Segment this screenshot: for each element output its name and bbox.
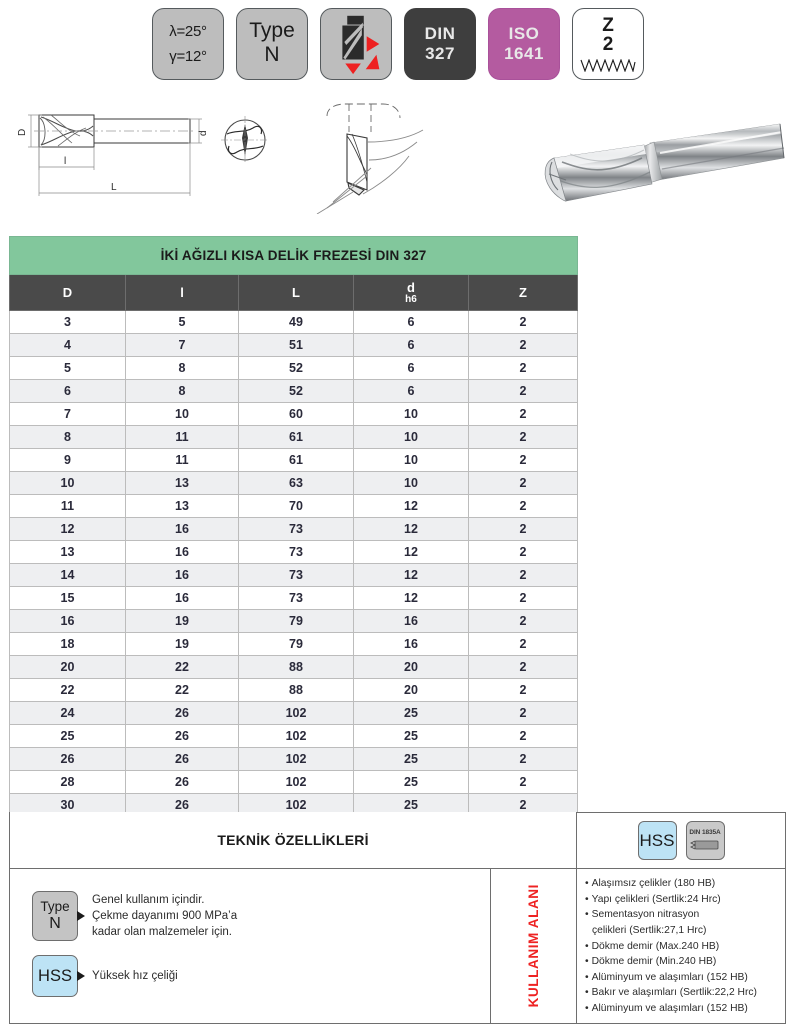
table-cell-d: 12 bbox=[354, 587, 469, 610]
badge-flute-letter: Z bbox=[602, 15, 614, 37]
specification-table bbox=[9, 236, 578, 817]
column-header-Z-main: Z bbox=[519, 285, 527, 300]
table-cell-L: 52 bbox=[239, 380, 354, 403]
tech-specs-body bbox=[9, 869, 577, 1024]
tech-specs-title: TEKNİK ÖZELLİKLERİ bbox=[9, 812, 577, 869]
table-cell-Z: 2 bbox=[469, 334, 578, 357]
table-row bbox=[10, 449, 578, 472]
table-cell-Z: 2 bbox=[469, 794, 578, 817]
legend-type-text-line1: Genel kullanım içindir. bbox=[92, 893, 205, 906]
table-cell-d: 10 bbox=[354, 403, 469, 426]
legend-hss-chip bbox=[32, 955, 78, 997]
table-cell-D: 25 bbox=[10, 725, 126, 748]
badge-iso-number: 1641 bbox=[504, 44, 544, 63]
table-cell-L: 102 bbox=[239, 771, 354, 794]
table-cell-L: 79 bbox=[239, 633, 354, 656]
column-header-L-main: L bbox=[292, 285, 300, 300]
table-cell-Z: 2 bbox=[469, 472, 578, 495]
usage-list-item bbox=[585, 970, 779, 986]
bullet-icon: • bbox=[585, 909, 589, 921]
table-cell-Z: 2 bbox=[469, 518, 578, 541]
usage-list-item-text: Dökme demir (Max.240 HB) bbox=[591, 940, 720, 952]
table-cell-D: 22 bbox=[10, 679, 126, 702]
table-cell-l: 26 bbox=[126, 702, 239, 725]
table-cell-L: 73 bbox=[239, 541, 354, 564]
table-cell-d: 25 bbox=[354, 794, 469, 817]
table-row bbox=[10, 541, 578, 564]
table-cell-l: 8 bbox=[126, 357, 239, 380]
usage-materials-list bbox=[585, 876, 779, 1017]
table-title: İKİ AĞIZLI KISA DELİK FREZESİ DIN 327 bbox=[10, 237, 578, 275]
table-cell-d: 6 bbox=[354, 357, 469, 380]
table-cell-D: 6 bbox=[10, 380, 126, 403]
product-3d-render bbox=[492, 96, 792, 216]
usage-list-item-text: çelikleri (Sertlik:27,1 Hrc) bbox=[592, 924, 707, 936]
spec-badge-row bbox=[152, 8, 644, 80]
table-cell-l: 7 bbox=[126, 334, 239, 357]
table-row bbox=[10, 334, 578, 357]
usage-list-item-text: Alüminyum ve alaşımları (152 HB) bbox=[591, 971, 748, 983]
table-row bbox=[10, 679, 578, 702]
table-cell-d: 20 bbox=[354, 679, 469, 702]
legend-item-type bbox=[32, 891, 237, 941]
table-cell-d: 12 bbox=[354, 564, 469, 587]
badge-flute-count bbox=[572, 8, 644, 80]
table-row bbox=[10, 564, 578, 587]
table-cell-d: 12 bbox=[354, 541, 469, 564]
table-cell-L: 63 bbox=[239, 472, 354, 495]
table-cell-D: 13 bbox=[10, 541, 126, 564]
table-cell-Z: 2 bbox=[469, 610, 578, 633]
table-cell-Z: 2 bbox=[469, 564, 578, 587]
legend-hss-text-line1: Yüksek hız çeliği bbox=[92, 969, 178, 982]
table-row bbox=[10, 702, 578, 725]
table-cell-d: 6 bbox=[354, 311, 469, 334]
table-cell-L: 60 bbox=[239, 403, 354, 426]
usage-list-item-text: Sementasyon nitrasyon bbox=[591, 909, 700, 921]
table-cell-l: 16 bbox=[126, 541, 239, 564]
table-cell-D: 14 bbox=[10, 564, 126, 587]
table-cell-D: 4 bbox=[10, 334, 126, 357]
badge-flute-number: 2 bbox=[602, 34, 614, 56]
label-overall-length: L bbox=[111, 182, 117, 193]
table-row bbox=[10, 472, 578, 495]
table-cell-Z: 2 bbox=[469, 357, 578, 380]
table-cell-l: 22 bbox=[126, 656, 239, 679]
table-row bbox=[10, 426, 578, 449]
table-row bbox=[10, 518, 578, 541]
table-cell-d: 25 bbox=[354, 725, 469, 748]
table-cell-d: 25 bbox=[354, 771, 469, 794]
table-cell-L: 49 bbox=[239, 311, 354, 334]
column-header-l-main: l bbox=[180, 285, 184, 300]
usage-list-item-text: Yapı çelikleri (Sertlik:24 Hrc) bbox=[591, 893, 721, 905]
table-cell-l: 26 bbox=[126, 794, 239, 817]
table-cell-D: 26 bbox=[10, 748, 126, 771]
legend-type-text bbox=[92, 892, 237, 941]
table-cell-Z: 2 bbox=[469, 679, 578, 702]
bullet-icon: • bbox=[585, 956, 589, 968]
table-cell-D: 16 bbox=[10, 610, 126, 633]
table-cell-D: 7 bbox=[10, 403, 126, 426]
column-header-d-main: d bbox=[407, 279, 415, 295]
table-cell-d: 10 bbox=[354, 449, 469, 472]
usage-materials-panel bbox=[577, 869, 786, 1024]
table-cell-L: 61 bbox=[239, 449, 354, 472]
bullet-icon: • bbox=[585, 987, 589, 999]
badge-cutting-angles bbox=[152, 8, 224, 80]
usage-list-item bbox=[585, 1001, 779, 1017]
usage-list-item-text: Bakır ve alaşımları (Sertlik:22,2 Hrc) bbox=[591, 987, 757, 999]
table-cell-D: 24 bbox=[10, 702, 126, 725]
table-cell-L: 79 bbox=[239, 610, 354, 633]
table-cell-d: 16 bbox=[354, 633, 469, 656]
badge-type-value: N bbox=[264, 42, 280, 66]
table-header-row bbox=[10, 275, 578, 311]
legend-type-text-line2: Çekme dayanımı 900 MPa’a bbox=[92, 909, 238, 922]
table-cell-d: 25 bbox=[354, 702, 469, 725]
tech-legend-block bbox=[32, 891, 237, 1011]
label-shank-diameter: d bbox=[198, 130, 209, 136]
table-cell-l: 13 bbox=[126, 495, 239, 518]
table-body bbox=[10, 311, 578, 817]
table-cell-L: 88 bbox=[239, 656, 354, 679]
table-cell-l: 11 bbox=[126, 426, 239, 449]
usage-list-item bbox=[585, 985, 779, 1001]
table-cell-l: 19 bbox=[126, 633, 239, 656]
table-cell-l: 26 bbox=[126, 771, 239, 794]
usage-list-item bbox=[585, 939, 779, 955]
table-cell-l: 10 bbox=[126, 403, 239, 426]
column-header-D bbox=[10, 275, 126, 311]
table-cell-d: 16 bbox=[354, 610, 469, 633]
usage-heading: KULLANIM ALANI bbox=[526, 884, 541, 1008]
legend-type-chip-line1: Type bbox=[40, 898, 70, 914]
legend-hss-text bbox=[92, 968, 178, 984]
table-cell-D: 10 bbox=[10, 472, 126, 495]
table-cell-Z: 2 bbox=[469, 449, 578, 472]
table-cell-D: 12 bbox=[10, 518, 126, 541]
legend-type-text-line3: kadar olan malzemeler için. bbox=[92, 926, 232, 939]
table-cell-D: 9 bbox=[10, 449, 126, 472]
table-cell-d: 6 bbox=[354, 380, 469, 403]
table-cell-l: 16 bbox=[126, 564, 239, 587]
table-cell-d: 10 bbox=[354, 472, 469, 495]
table-cell-Z: 2 bbox=[469, 403, 578, 426]
table-cell-L: 88 bbox=[239, 679, 354, 702]
table-cell-D: 30 bbox=[10, 794, 126, 817]
table-cell-L: 51 bbox=[239, 334, 354, 357]
din1835a-chip-label: DIN 1835A bbox=[689, 829, 721, 836]
usage-list-item bbox=[585, 923, 779, 939]
table-cell-D: 18 bbox=[10, 633, 126, 656]
badge-type bbox=[236, 8, 308, 80]
legend-hss-chip-label: HSS bbox=[38, 966, 72, 985]
usage-list-item bbox=[585, 954, 779, 970]
table-cell-Z: 2 bbox=[469, 426, 578, 449]
table-row bbox=[10, 633, 578, 656]
cutting-action-drawing bbox=[305, 98, 480, 214]
bullet-icon: • bbox=[585, 940, 589, 952]
table-cell-l: 16 bbox=[126, 518, 239, 541]
table-cell-Z: 2 bbox=[469, 748, 578, 771]
table-cell-L: 70 bbox=[239, 495, 354, 518]
table-row bbox=[10, 357, 578, 380]
bullet-icon: • bbox=[585, 878, 589, 889]
table-cell-d: 12 bbox=[354, 518, 469, 541]
material-chip-panel bbox=[577, 812, 786, 869]
usage-list-item bbox=[585, 876, 779, 892]
zigzag-icon bbox=[580, 59, 636, 72]
label-diameter: D bbox=[17, 128, 28, 136]
usage-list-item-text: Alüminyum ve alaşımları (152 HB) bbox=[591, 1003, 748, 1015]
table-cell-l: 5 bbox=[126, 311, 239, 334]
legend-type-chip bbox=[32, 891, 78, 941]
table-cell-l: 11 bbox=[126, 449, 239, 472]
table-cell-D: 20 bbox=[10, 656, 126, 679]
hss-chip bbox=[638, 821, 677, 860]
table-cell-d: 20 bbox=[354, 656, 469, 679]
badge-cut-direction-pictogram bbox=[320, 8, 392, 80]
usage-list-item-text: Dökme demir (Min.240 HB) bbox=[591, 956, 717, 968]
bullet-icon: • bbox=[585, 971, 589, 983]
specification-table-wrap bbox=[9, 236, 577, 817]
table-cell-d: 25 bbox=[354, 748, 469, 771]
table-cell-l: 16 bbox=[126, 587, 239, 610]
badge-angles-gamma: γ=12° bbox=[169, 48, 207, 65]
legend-arrow-icon bbox=[77, 971, 85, 981]
table-cell-Z: 2 bbox=[469, 495, 578, 518]
table-cell-l: 26 bbox=[126, 748, 239, 771]
table-cell-d: 12 bbox=[354, 495, 469, 518]
legend-item-hss bbox=[32, 955, 237, 997]
table-cell-Z: 2 bbox=[469, 702, 578, 725]
table-cell-D: 15 bbox=[10, 587, 126, 610]
table-cell-L: 102 bbox=[239, 794, 354, 817]
table-cell-L: 73 bbox=[239, 587, 354, 610]
badge-angles-lambda: λ=25° bbox=[169, 22, 207, 40]
table-cell-D: 3 bbox=[10, 311, 126, 334]
usage-list-item bbox=[585, 907, 779, 923]
table-cell-L: 73 bbox=[239, 518, 354, 541]
table-cell-L: 61 bbox=[239, 426, 354, 449]
table-cell-Z: 2 bbox=[469, 771, 578, 794]
badge-din-label: DIN bbox=[424, 24, 456, 44]
table-cell-d: 6 bbox=[354, 334, 469, 357]
usage-list-item bbox=[585, 892, 779, 908]
table-row bbox=[10, 610, 578, 633]
table-row bbox=[10, 311, 578, 334]
table-cell-l: 8 bbox=[126, 380, 239, 403]
table-cell-Z: 2 bbox=[469, 380, 578, 403]
cut-direction-icon bbox=[320, 9, 392, 79]
legend-type-chip-line2: N bbox=[49, 914, 61, 932]
technical-drawings bbox=[0, 96, 794, 218]
table-cell-D: 8 bbox=[10, 426, 126, 449]
column-header-d bbox=[354, 275, 469, 311]
badge-din-standard bbox=[404, 8, 476, 80]
table-cell-L: 102 bbox=[239, 748, 354, 771]
table-row bbox=[10, 587, 578, 610]
table-cell-Z: 2 bbox=[469, 311, 578, 334]
bullet-icon: • bbox=[585, 1003, 589, 1015]
label-flute-length: l bbox=[64, 156, 67, 167]
table-row bbox=[10, 403, 578, 426]
usage-list-item-text: Alaşımsız çelikler (180 HB) bbox=[591, 878, 716, 889]
badge-type-label: Type bbox=[249, 18, 295, 42]
side-view-drawing bbox=[6, 98, 216, 202]
table-row bbox=[10, 725, 578, 748]
table-cell-D: 11 bbox=[10, 495, 126, 518]
table-cell-l: 19 bbox=[126, 610, 239, 633]
badge-iso-standard bbox=[488, 8, 560, 80]
column-header-d-tolerance: h6 bbox=[405, 293, 417, 305]
table-cell-D: 28 bbox=[10, 771, 126, 794]
table-cell-l: 13 bbox=[126, 472, 239, 495]
table-cell-Z: 2 bbox=[469, 725, 578, 748]
table-cell-L: 102 bbox=[239, 725, 354, 748]
table-cell-l: 22 bbox=[126, 679, 239, 702]
hss-chip-label: HSS bbox=[639, 830, 675, 850]
table-row bbox=[10, 495, 578, 518]
table-cell-Z: 2 bbox=[469, 587, 578, 610]
table-cell-Z: 2 bbox=[469, 541, 578, 564]
shank-form-icon bbox=[690, 838, 720, 852]
usage-heading-column bbox=[490, 869, 576, 1023]
table-row bbox=[10, 380, 578, 403]
table-cell-l: 26 bbox=[126, 725, 239, 748]
table-row bbox=[10, 771, 578, 794]
table-cell-L: 73 bbox=[239, 564, 354, 587]
end-view-drawing bbox=[215, 110, 275, 170]
table-cell-Z: 2 bbox=[469, 633, 578, 656]
column-header-D-main: D bbox=[62, 285, 73, 300]
table-row bbox=[10, 656, 578, 679]
column-header-Z bbox=[469, 275, 578, 311]
column-header-l bbox=[126, 275, 239, 311]
table-cell-D: 5 bbox=[10, 357, 126, 380]
table-row bbox=[10, 748, 578, 771]
column-header-L bbox=[239, 275, 354, 311]
table-cell-L: 52 bbox=[239, 357, 354, 380]
legend-arrow-icon bbox=[77, 911, 85, 921]
table-cell-Z: 2 bbox=[469, 656, 578, 679]
table-cell-d: 10 bbox=[354, 426, 469, 449]
table-cell-L: 102 bbox=[239, 702, 354, 725]
din1835a-chip bbox=[686, 821, 725, 860]
badge-iso-label: ISO bbox=[508, 24, 540, 44]
badge-din-number: 327 bbox=[425, 44, 455, 63]
bullet-icon: • bbox=[585, 893, 589, 905]
